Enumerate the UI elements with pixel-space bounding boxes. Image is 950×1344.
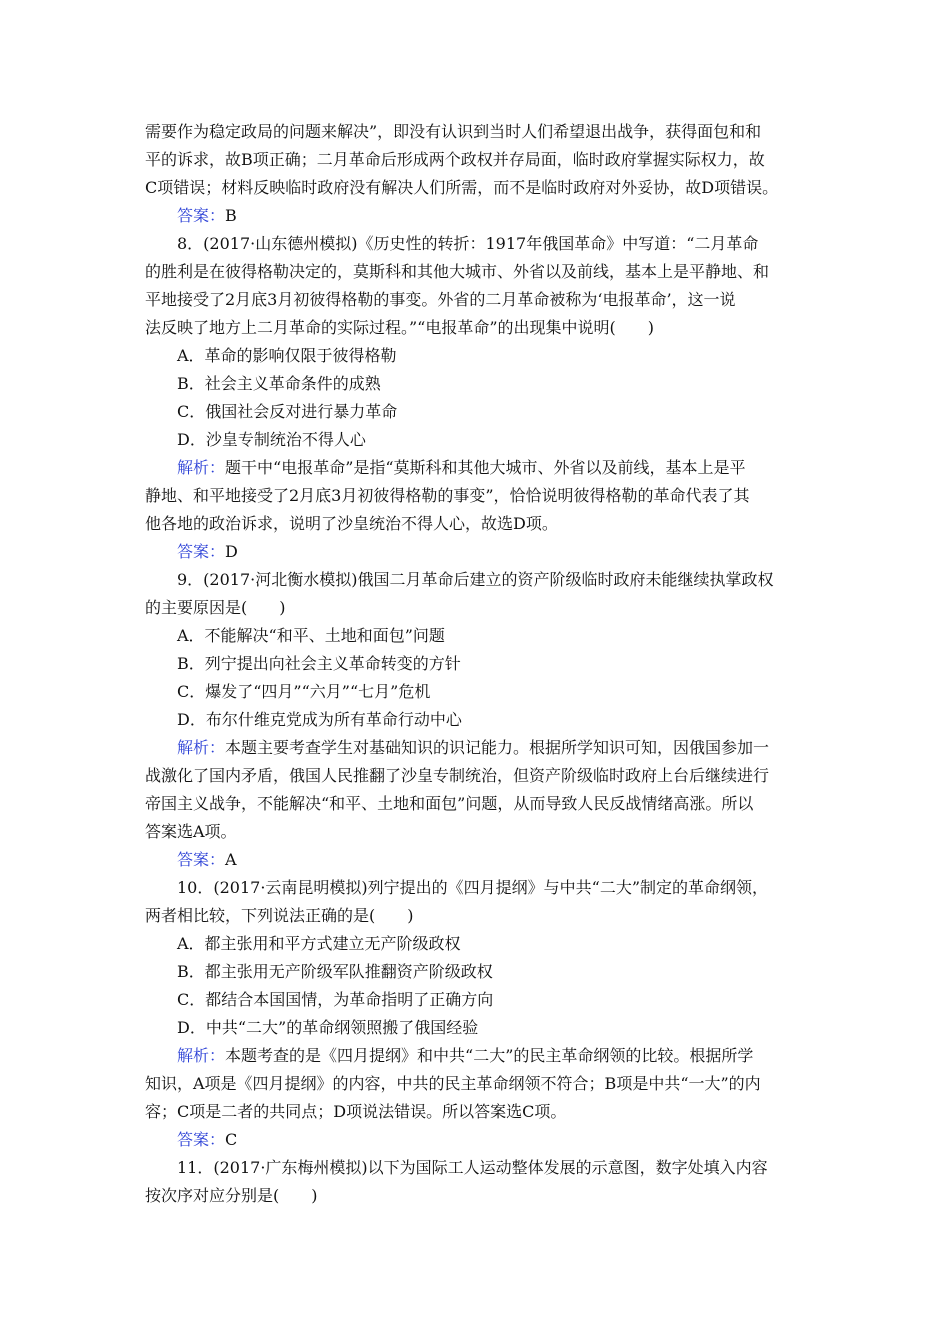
option-a: A．不能解决“和平、土地和面包”问题 xyxy=(177,626,445,645)
question-stem-line: 11．(2017·广东梅州模拟)以下为国际工人运动整体发展的示意图，数字处填入内容 xyxy=(177,1158,768,1177)
option-c: C．俄国社会反对进行暴力革命 xyxy=(177,402,398,421)
option-a: A．革命的影响仅限于彼得格勒 xyxy=(177,346,397,365)
option-d: D．沙皇专制统治不得人心 xyxy=(177,430,366,449)
paragraph-line: 平的诉求，故B项正确；二月革命后形成两个政权并存局面，临时政府掌握实际权力，故 xyxy=(145,150,765,169)
question-stem-line: 法反映了地方上二月革命的实际过程。”“电报革命”的出现集中说明( ) xyxy=(145,318,655,337)
option-c: C．爆发了“四月”“六月”“七月”危机 xyxy=(177,682,431,701)
analysis-line: 静地、和平地接受了2月底3月初彼得格勒的事变”，恰恰说明彼得格勒的革命代表了其 xyxy=(145,486,750,505)
analysis-line xyxy=(145,734,815,762)
analysis-line xyxy=(145,454,815,482)
analysis-line: 他各地的政治诉求，说明了沙皇统治不得人心，故选D项。 xyxy=(145,514,558,533)
paragraph-line: 需要作为稳定政局的问题来解决”，即没有认识到当时人们希望退出战争，获得面包和和 xyxy=(145,122,762,141)
analysis-label: 解析： xyxy=(177,1046,226,1065)
question-stem-line: 按次序对应分别是( ) xyxy=(145,1186,318,1205)
answer-line xyxy=(145,538,815,566)
answer-value: C xyxy=(225,1130,238,1149)
option-d: D．中共“二大”的革命纲领照搬了俄国经验 xyxy=(177,1018,479,1037)
analysis-line: 答案选A项。 xyxy=(145,822,237,841)
answer-value: D xyxy=(225,542,238,561)
analysis-line xyxy=(145,1042,815,1070)
answer-line xyxy=(145,1126,815,1154)
analysis-line: 战激化了国内矛盾，俄国人民推翻了沙皇专制统治，但资产阶级临时政府上台后继续进行 xyxy=(145,766,770,785)
answer-label: 答案： xyxy=(177,542,226,561)
question-stem-line: 两者相比较，下列说法正确的是( ) xyxy=(145,906,414,925)
question-stem-line: 10．(2017·云南昆明模拟)列宁提出的《四月提纲》与中共“二大”制定的革命纲领， xyxy=(177,878,769,897)
option-d: D．布尔什维克党成为所有革命行动中心 xyxy=(177,710,462,729)
answer-label: 答案： xyxy=(177,1130,226,1149)
question-stem-line: 平地接受了2月底3月初彼得格勒的事变。外省的二月革命被称为‘电报革命’，这一说 xyxy=(145,290,736,309)
analysis-line: 知识，A项是《四月提纲》的内容，中共的民主革命纲领不符合；B项是中共“一大”的内 xyxy=(145,1074,761,1093)
option-a: A．都主张用和平方式建立无产阶级政权 xyxy=(177,934,461,953)
analysis-text: 本题主要考查学生对基础知识的识记能力。根据所学知识可知，因俄国参加一 xyxy=(225,738,770,757)
analysis-text: 题干中“电报革命”是指“莫斯科和其他大城市、外省以及前线，基本上是平 xyxy=(225,458,746,477)
answer-label: 答案： xyxy=(177,206,226,225)
answer-label: 答案： xyxy=(177,850,226,869)
analysis-label: 解析： xyxy=(177,738,226,757)
paragraph-line: C项错误；材料反映临时政府没有解决人们所需，而不是临时政府对外妥协，故D项错误。 xyxy=(145,178,779,197)
analysis-text: 本题考查的是《四月提纲》和中共“二大”的民主革命纲领的比较。根据所学 xyxy=(225,1046,754,1065)
question-stem-line: 8．(2017·山东德州模拟)《历史性的转折：1917年俄国革命》中写道：“二月革命 xyxy=(177,234,759,253)
analysis-label: 解析： xyxy=(177,458,226,477)
option-c: C．都结合本国国情，为革命指明了正确方向 xyxy=(177,990,494,1009)
analysis-line: 容；C项是二者的共同点；D项说法错误。所以答案选C项。 xyxy=(145,1102,567,1121)
option-b: B．社会主义革命条件的成熟 xyxy=(177,374,381,393)
question-stem-line: 9．(2017·河北衡水模拟)俄国二月革命后建立的资产阶级临时政府未能继续执掌政权 xyxy=(177,570,774,589)
answer-value: A xyxy=(225,850,237,869)
option-b: B．都主张用无产阶级军队推翻资产阶级政权 xyxy=(177,962,493,981)
question-stem-line: 的胜利是在彼得格勒决定的，莫斯科和其他大城市、外省以及前线，基本上是平静地、和 xyxy=(145,262,770,281)
answer-line xyxy=(145,202,815,230)
question-stem-line: 的主要原因是( ) xyxy=(145,598,286,617)
document-page xyxy=(145,118,815,1210)
option-b: B．列宁提出向社会主义革命转变的方针 xyxy=(177,654,461,673)
answer-line xyxy=(145,846,815,874)
analysis-line: 帝国主义战争，不能解决“和平、土地和面包”问题，从而导致人民反战情绪高涨。所以 xyxy=(145,794,754,813)
answer-value: B xyxy=(225,206,237,225)
